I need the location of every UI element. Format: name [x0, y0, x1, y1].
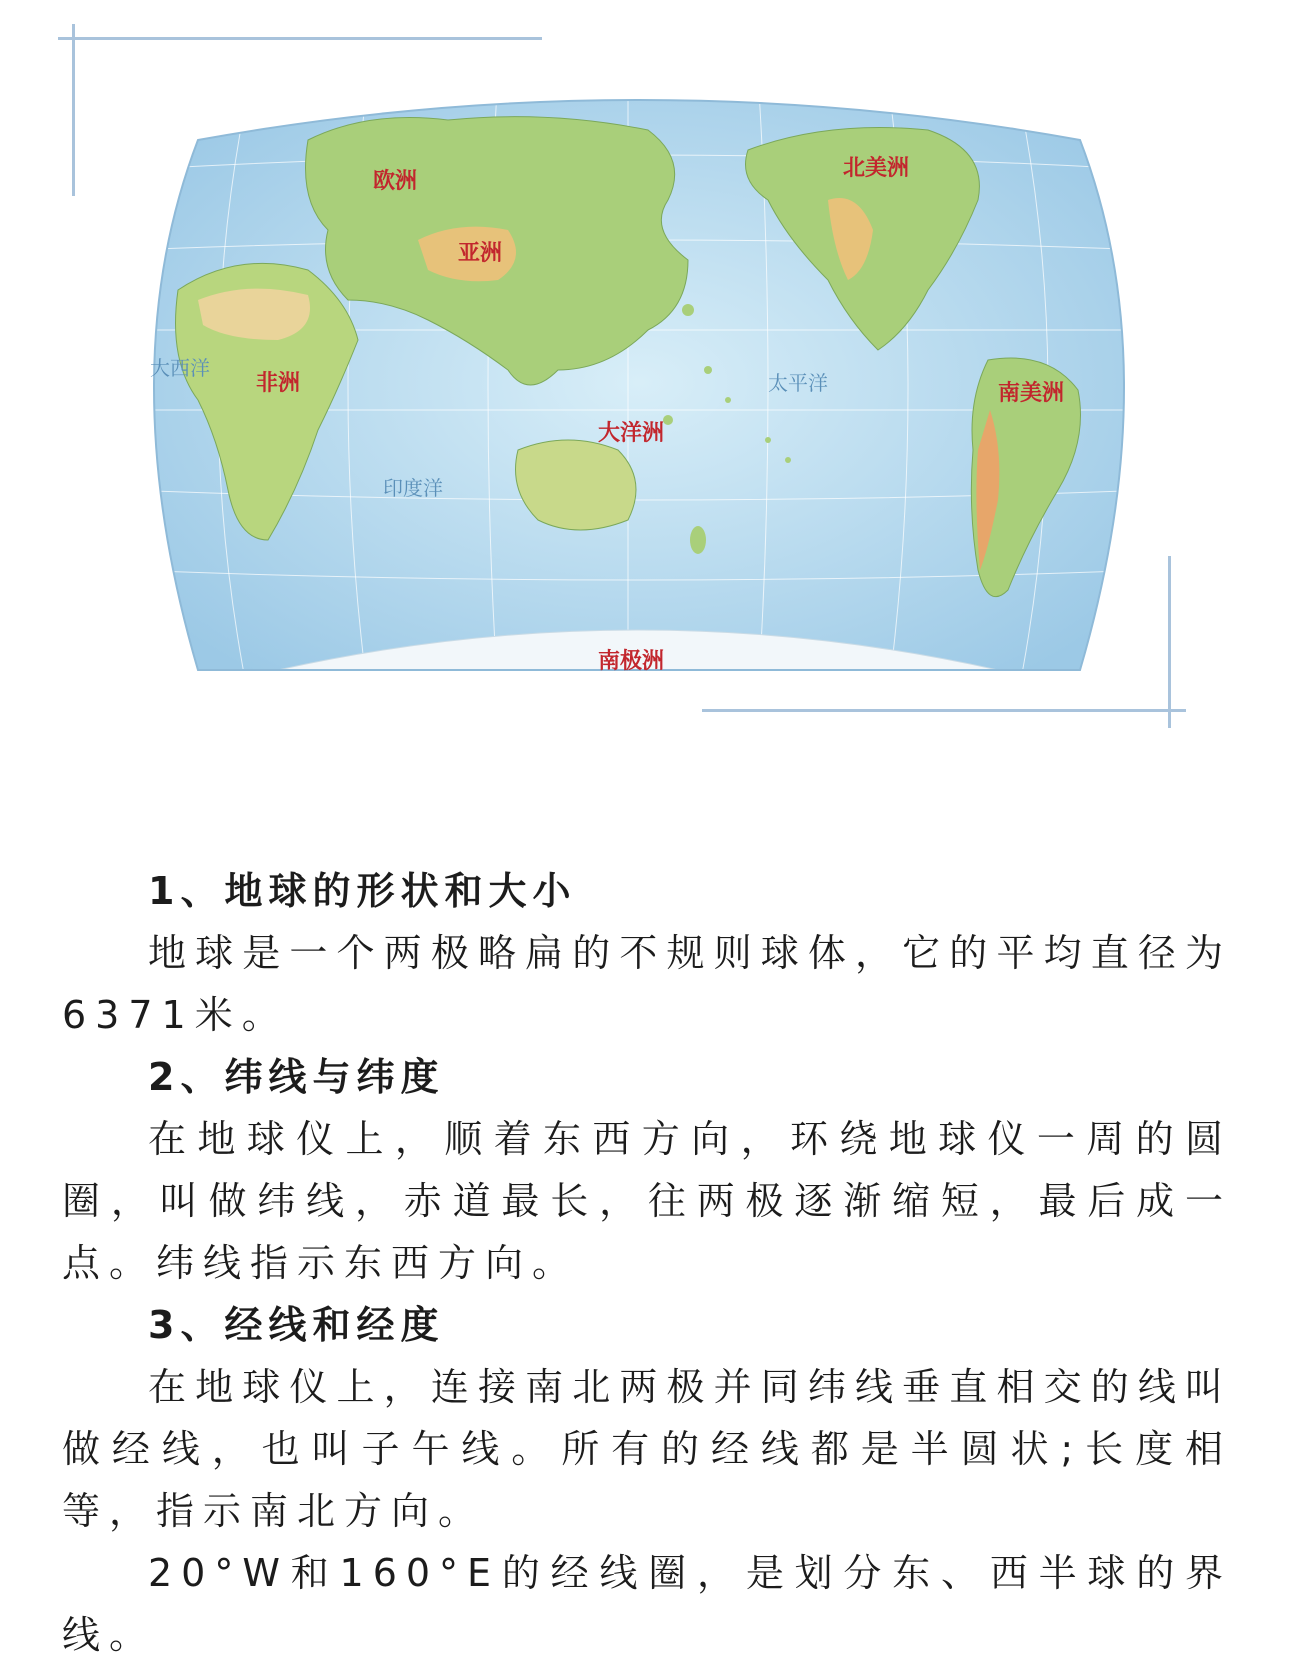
label-south-america: 南美洲: [998, 381, 1065, 406]
section-heading: 1、地球的形状和大小: [148, 869, 577, 913]
label-atlantic: 大西洋: [150, 356, 210, 380]
paragraph: 20°W和160°E的经线圈，是划分东、西半球的界线。: [62, 1551, 1232, 1657]
label-oceania: 大洋洲: [598, 421, 665, 446]
section-longitude: [62, 1294, 1232, 1666]
label-north-america: 北美洲: [843, 156, 910, 181]
label-asia: 亚洲: [458, 241, 503, 266]
label-antarctica: 南极洲: [598, 649, 665, 674]
section-heading: 2、纬线与纬度: [148, 1055, 445, 1099]
world-map: [128, 70, 1150, 695]
frame-left-line: [72, 24, 75, 196]
paragraph: 在地球仪上，顺着东西方向，环绕地球仪一周的圆圈，叫做纬线，赤道最长，往两极逐渐缩短，最后成一点。纬线指示东西方向。: [62, 1117, 1232, 1285]
section-latitude: [62, 1046, 1232, 1294]
world-map-figure: [128, 70, 1150, 695]
label-indian-ocean: 印度洋: [383, 476, 443, 500]
frame-right-line: [1168, 556, 1171, 728]
paragraph: 地球是一个两极略扁的不规则球体，它的平均直径为6371米。: [62, 931, 1232, 1037]
paragraph: 在地球仪上，连接南北两极并同纬线垂直相交的线叫做经线，也叫子午线。所有的经线都是半圆状;长度相等，指示南北方向。: [62, 1365, 1232, 1533]
frame-top-line: [58, 37, 542, 40]
label-pacific: 太平洋: [768, 371, 828, 395]
label-africa: 非洲: [256, 371, 301, 396]
article-body: [62, 860, 1232, 1666]
frame-bottom-line: [702, 709, 1186, 712]
label-europe: 欧洲: [373, 169, 418, 194]
section-heading: 3、经线和经度: [148, 1303, 445, 1347]
section-shape-size: [62, 860, 1232, 1046]
